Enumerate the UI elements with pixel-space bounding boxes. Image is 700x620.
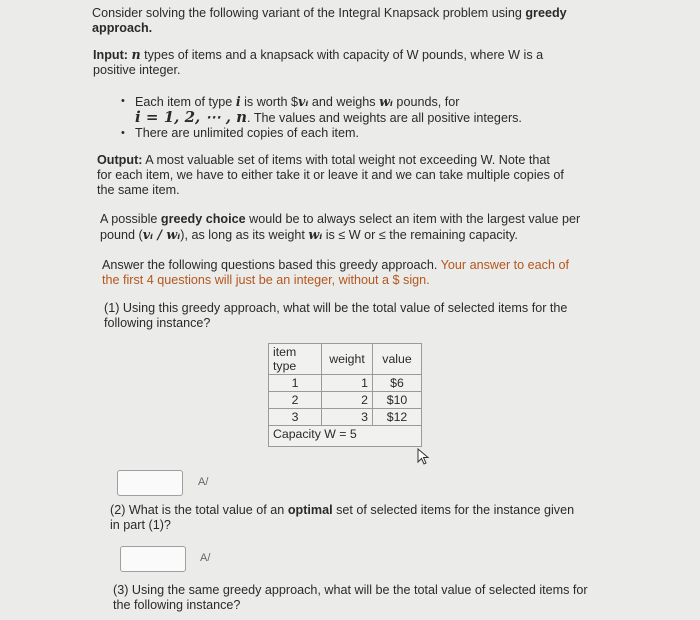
capacity-label: Capacity W = 5 [269, 426, 422, 447]
table-row: 1 1 $6 [269, 375, 422, 392]
bullet-item-values: • Each item of type i is worth $vᵢ and weighs wᵢ pounds, for i = 1, 2, ⋯ , n. The values and weights are all positive integers. [117, 94, 577, 126]
spellcheck-icon: A/ [198, 476, 209, 488]
capacity-row [269, 426, 422, 447]
intro-text: Consider solving the following variant of the Integral Knapsack problem using greedy approach. [92, 6, 567, 35]
answer-instructions: Answer the following questions based this greedy approach. Your answer to each of the first 4 questions will just be an integer, without a $ sign. [102, 258, 569, 287]
header-item-type: item type [269, 344, 322, 375]
header-value: value [373, 344, 422, 375]
greedy-choice-text: A possible greedy choice would be to always select an item with the largest value per pound (vᵢ / wᵢ), as long as its weight wᵢ is ≤ W or ≤ the remaining capacity. [100, 212, 581, 242]
question-1: (1) Using this greedy approach, what will be the total value of selected items for the following instance? [104, 301, 568, 330]
table-row: 3 3 $12 [269, 409, 422, 426]
bullet-item-copies: • There are unlimited copies of each item. [117, 126, 577, 141]
table-header-row [269, 344, 422, 375]
bullet-list [117, 94, 577, 141]
output-text: Output: A most valuable set of items with total weight not exceeding W. Note that for each item, we have to either take it or leave it and we can take multiple copies of the same item. [97, 153, 564, 197]
answer-input-q2[interactable] [120, 546, 186, 572]
question-3: (3) Using the same greedy approach, what will be the total value of selected items for the following instance? [113, 583, 588, 612]
question-2: (2) What is the total value of an optimal set of selected items for the instance given in part (1)? [110, 503, 575, 532]
header-weight: weight [322, 344, 373, 375]
table-row: 2 2 $10 [269, 392, 422, 409]
spellcheck-icon: A/ [200, 552, 211, 564]
items-table [268, 343, 422, 447]
mouse-cursor-icon [417, 448, 431, 466]
answer-input-q1[interactable] [117, 470, 183, 496]
input-text: Input: n types of items and a knapsack with capacity of W pounds, where W is a positive integer. [93, 47, 544, 77]
